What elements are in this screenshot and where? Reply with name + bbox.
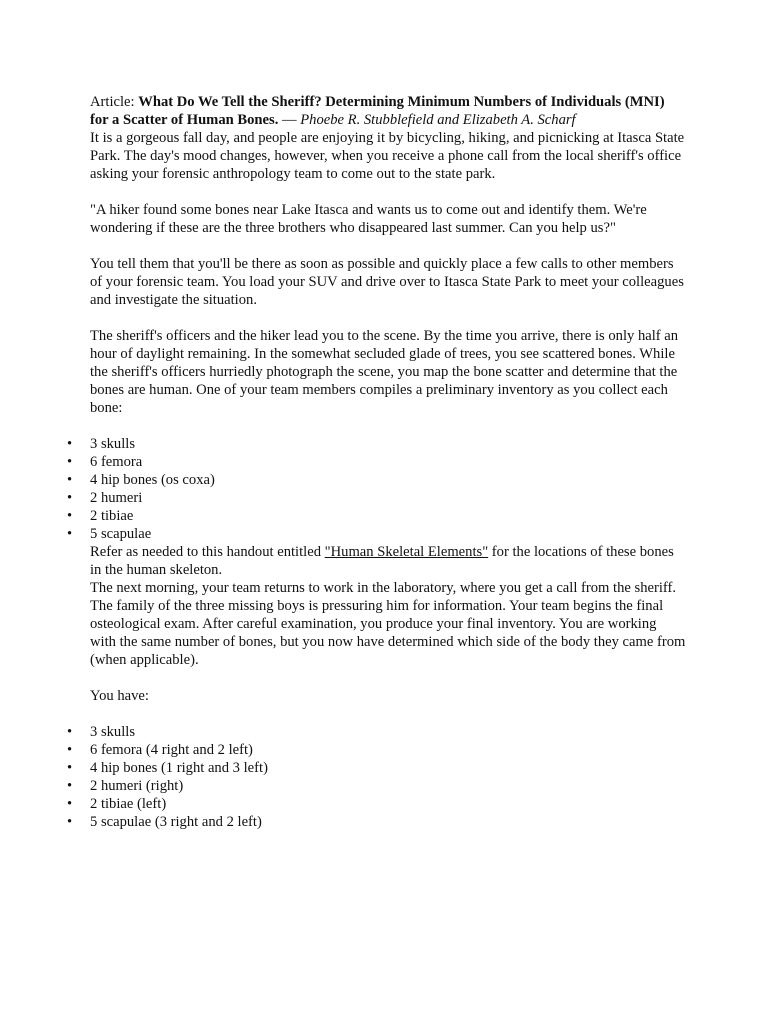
paragraph-response: You tell them that you'll be there as soon as possible and quickly place a few calls to other members of your forensic team. You load your SUV and drive over to Itasca State Park to meet your colleagues and investigate the situation. — [90, 256, 684, 308]
list-item: • 3 skulls — [90, 435, 686, 453]
list-item: • 2 tibiae — [90, 507, 686, 525]
paragraph-next-morning: The next morning, your team returns to work in the laboratory, where you get a call from the sheriff. The family of the three missing boys is pressuring him for information. Your team begins the final osteological exam. After careful examination, you produce your final inventory. You are working with the same number of bones, but you now have determined which side of the body they came from (when applicable). — [90, 580, 686, 668]
list-item: • 3 skulls — [90, 723, 686, 741]
article-dash: — — [282, 112, 297, 128]
paragraph-quote: "A hiker found some bones near Lake Itasca and wants us to come out and identify them. We're wondering if these are the three brothers who disappeared last summer. Can you help us?" — [90, 202, 647, 236]
spacer — [90, 183, 686, 201]
spacer — [90, 417, 686, 435]
list-item: • 5 scapulae (3 right and 2 left) — [90, 813, 686, 831]
preliminary-inventory-list — [90, 435, 686, 543]
list-item: • 6 femora (4 right and 2 left) — [90, 741, 686, 759]
paragraph-intro: It is a gorgeous fall day, and people are enjoying it by bicycling, hiking, and picnicking at Itasca State Park. The day's mood changes, however, when you receive a phone call from the local sheriff's office asking your forensic anthropology team to come out to the state park. — [90, 130, 685, 182]
list-item: • 5 scapulae — [90, 525, 686, 543]
article-title: What Do We Tell the Sheriff? Determining Minimum Numbers of Individuals (MNI) for a Scatter of Human Bones. — [90, 94, 665, 128]
handout-link[interactable]: "Human Skeletal Elements" — [324, 544, 489, 560]
list-item: • 2 humeri — [90, 489, 686, 507]
article-authors: Phoebe R. Stubblefield and Elizabeth A. Scharf — [300, 112, 576, 128]
spacer — [90, 705, 686, 723]
list-item: • 4 hip bones (os coxa) — [90, 471, 686, 489]
list-item: • 6 femora — [90, 453, 686, 471]
you-have-label: You have: — [90, 688, 149, 704]
spacer — [90, 237, 686, 255]
refer-text-after: for the locations of these bones in the human skeleton. — [90, 544, 674, 578]
spacer — [90, 669, 686, 687]
paragraph-refer — [90, 543, 686, 579]
list-item: • 4 hip bones (1 right and 3 left) — [90, 759, 686, 777]
list-item: • 2 humeri (right) — [90, 777, 686, 795]
refer-text-before: Refer as needed to this handout entitled — [90, 544, 325, 560]
spacer — [90, 309, 686, 327]
paragraph-scene: The sheriff's officers and the hiker lead you to the scene. By the time you arrive, there is only half an hour of daylight remaining. In the somewhat secluded glade of trees, you see scattered bones. While the sheriff's officers hurriedly photograph the scene, you map the bone scatter and determine that the bones are human. One of your team members compiles a preliminary inventory as you collect each bone: — [90, 328, 679, 416]
article-header — [90, 93, 686, 129]
document-body — [90, 93, 686, 831]
final-inventory-list — [90, 723, 686, 831]
list-item: • 2 tibiae (left) — [90, 795, 686, 813]
article-label: Article: — [90, 94, 135, 110]
